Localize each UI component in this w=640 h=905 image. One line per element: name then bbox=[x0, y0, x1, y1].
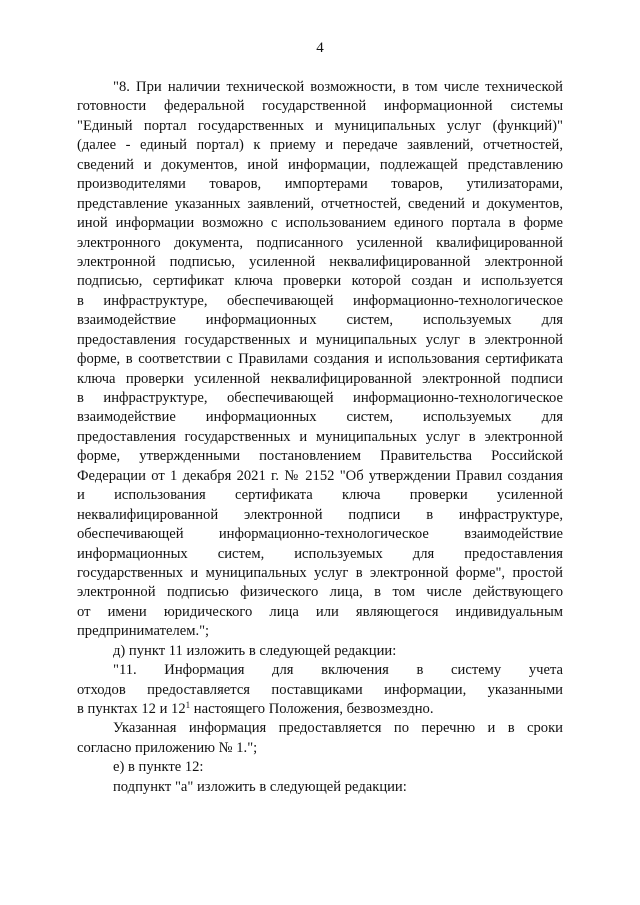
text-line: представление указанных заявлений, отчетностей, сведений и документов, bbox=[77, 195, 563, 212]
text-line: ключа проверки усиленной неквалифицированной электронной подписи bbox=[77, 370, 563, 387]
text-line: предпринимателем."; bbox=[77, 623, 210, 640]
text-line: предоставления государственных и муниципальных услуг в электронной bbox=[77, 331, 563, 348]
text-line: е) в пункте 12: bbox=[113, 759, 204, 776]
text-line: подписью, сертификат ключа проверки которой создан и используется bbox=[77, 273, 563, 290]
text-line: информационных систем, используемых для предоставления bbox=[77, 545, 563, 562]
text-line: согласно приложению № 1."; bbox=[77, 739, 258, 756]
text-line: взаимодействие информационных систем, используемых для bbox=[77, 409, 563, 426]
text-line bbox=[77, 700, 563, 719]
text-line: "Единый портал государственных и муниципальных услуг (функций)" bbox=[77, 117, 563, 134]
text-line: Указанная информация предоставляется по перечню и в сроки bbox=[113, 720, 563, 737]
text-line: и использования сертификата ключа проверки усиленной bbox=[77, 487, 563, 504]
text-line: (далее - единый портал) к приему и передаче заявлений, отчетностей, bbox=[77, 137, 563, 154]
text-line: неквалифицированной электронной подписи в инфраструктуре, bbox=[77, 506, 563, 523]
text-line: производителями товаров, импортерами товаров, утилизаторами, bbox=[77, 176, 563, 193]
text-line: обеспечивающей информационно-технологическое взаимодействие bbox=[77, 526, 563, 543]
paragraph-item-a bbox=[77, 778, 563, 797]
text-line: "8. При наличии технической возможности, в том числе технической bbox=[113, 79, 563, 95]
text-line: форме, утвержденными постановлением Правительства Российской bbox=[77, 448, 563, 465]
text-line: Федерации от 1 декабря 2021 г. № 2152 "Об утверждении Правил создания bbox=[77, 467, 563, 484]
page-number: 4 bbox=[316, 40, 324, 56]
text-line: подпункт "а" изложить в следующей редакции: bbox=[113, 778, 407, 795]
text-fragment: в пунктах 12 и 12 bbox=[77, 701, 186, 717]
text-line: электронной подписью, усиленной неквалифицированной электронной bbox=[77, 253, 563, 270]
paragraph-item-8 bbox=[77, 78, 563, 642]
paragraph-item-d bbox=[77, 642, 563, 661]
document-body bbox=[77, 78, 563, 797]
text-line: в инфраструктуре, обеспечивающей информационно-технологическое bbox=[77, 292, 563, 309]
text-line: сведений и документов, иной информации, подлежащей представлению bbox=[77, 156, 563, 173]
text-line: в инфраструктуре, обеспечивающей информационно-технологическое bbox=[77, 390, 563, 406]
text-line: предоставления государственных и муниципальных услуг в электронной bbox=[77, 428, 563, 445]
superscript-number: 1 bbox=[185, 700, 191, 710]
text-line: форме, в соответствии с Правилами создания и использования сертификата bbox=[77, 351, 563, 368]
text-line: готовности федеральной государственной информационной системы bbox=[77, 98, 563, 115]
text-line: взаимодействие информационных систем, используемых для bbox=[77, 312, 563, 329]
text-line: электронного документа, подписанного усиленной квалифицированной bbox=[77, 234, 563, 251]
text-line: отходов предоставляется поставщиками информации, указанными bbox=[77, 681, 563, 698]
text-line: от имени юридического лица или являющегося индивидуальным bbox=[77, 603, 563, 620]
paragraph-item-info bbox=[77, 719, 563, 758]
paragraph-item-e bbox=[77, 758, 563, 777]
text-line: государственных и муниципальных услуг в электронной форме", простой bbox=[77, 564, 563, 581]
text-line: иной информации возможно с использованием единого портала в форме bbox=[77, 215, 563, 232]
text-line: электронной подписью физического лица, в том числе действующего bbox=[77, 584, 563, 601]
paragraph-item-11 bbox=[77, 661, 563, 719]
text-line: "11. Информация для включения в систему учета bbox=[113, 662, 563, 679]
text-line: д) пункт 11 изложить в следующей редакции: bbox=[113, 642, 397, 659]
text-fragment: настоящего Положения, безвозмездно. bbox=[190, 701, 434, 717]
